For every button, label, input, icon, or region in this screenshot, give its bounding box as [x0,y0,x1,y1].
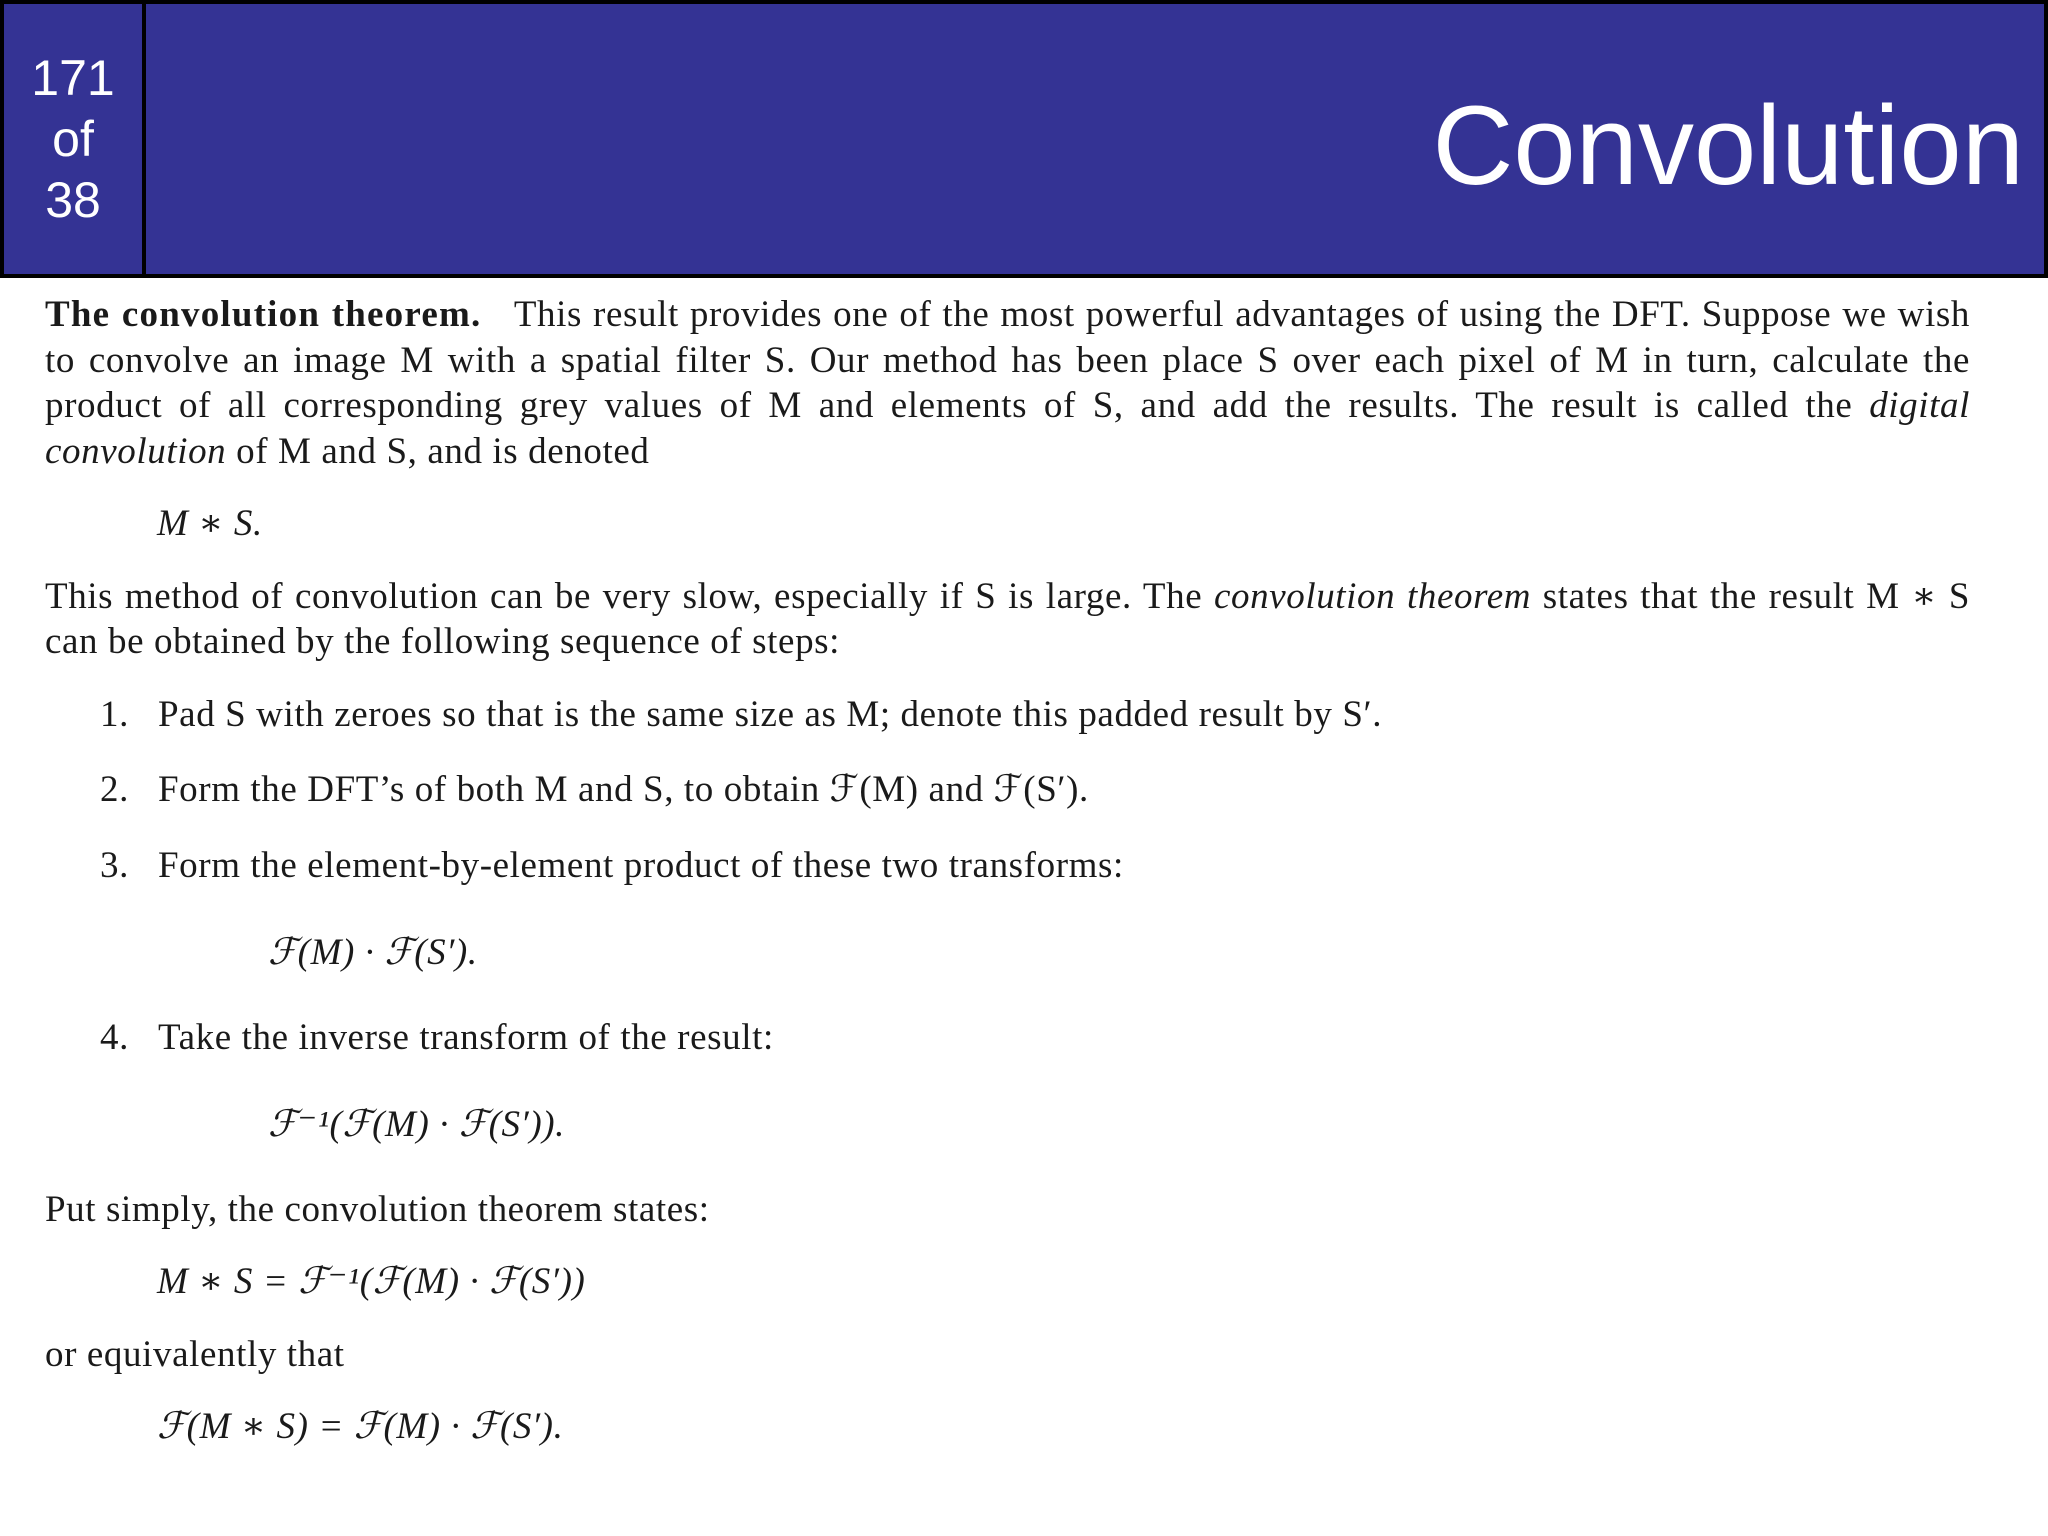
intro-line-4a: and elements of S, and add the results. The result is called the [818,385,1853,426]
slide-counter-current: 171 [31,49,115,106]
steps-list [45,692,1970,889]
step-text: Pad S with zeroes so that is the same size as M; denote this padded result by S′. [158,693,1383,735]
equation-equivalent: ℱ(M ∗ S) = ℱ(M) · ℱ(S′). [157,1406,564,1447]
list-item [45,767,1970,813]
slow-method-paragraph [45,574,1970,665]
step-number: 2. [100,769,129,810]
slide-counter-of: of [52,110,94,167]
slide-title: Convolution [1432,83,2024,208]
equation-theorem: M ∗ S = ℱ⁻¹(ℱ(M) · ℱ(S′)) [157,1261,586,1302]
equation-inverse: ℱ⁻¹(ℱ(M) · ℱ(S′)). [268,1104,566,1145]
slide-counter [4,4,146,274]
slide-counter-total: 38 [45,171,101,228]
intro-line-4b: of M and S, and [236,430,483,472]
step-text: Take the inverse transform of the result: [158,1016,774,1058]
step-text: Form the DFT’s of both M and S, to obtain ℱ(M) and ℱ(S′). [158,769,1089,810]
step-text: Form the element-by-element product of these two transforms: [158,844,1124,886]
intro-line-2: the DFT. Suppose we wish to convolve an image M with a spatial filter S. Our method has been [45,294,1970,381]
equation-convolution: M ∗ S. [157,503,263,544]
equation-product: ℱ(M) · ℱ(S′). [268,932,478,973]
theorem-heading: The convolution theorem. [45,294,482,335]
digital-convolution-term: digital convolution [45,385,1971,472]
intro-line-3: place S over each pixel of M in turn, calculate the product of all corresponding grey values of M [45,339,1970,426]
slow-line-2: states that the result M ∗ S can be obtained by the following sequence of steps: [45,575,1971,662]
theorem-intro-paragraph [45,292,1970,474]
step-number: 1. [100,693,129,735]
list-item [45,1015,1970,1061]
slide-header [0,0,2048,278]
list-item [45,692,1970,738]
slow-line-1: This method of convolution can be very slow, especially if S is large. The [45,575,1203,617]
list-item [45,843,1970,889]
equivalent-paragraph: or equivalently that [45,1333,345,1375]
step-number: 3. [100,844,129,886]
convolution-theorem-term: convolution theorem [1213,575,1532,617]
intro-line-5: is denoted [492,430,650,472]
steps-list-continued [45,1015,1970,1061]
intro-line-1: This result provides one of the most powerful advantages of using [513,294,1543,335]
slide-body [45,292,1970,1450]
step-number: 4. [100,1016,129,1058]
summary-paragraph: Put simply, the convolution theorem states: [45,1188,710,1230]
